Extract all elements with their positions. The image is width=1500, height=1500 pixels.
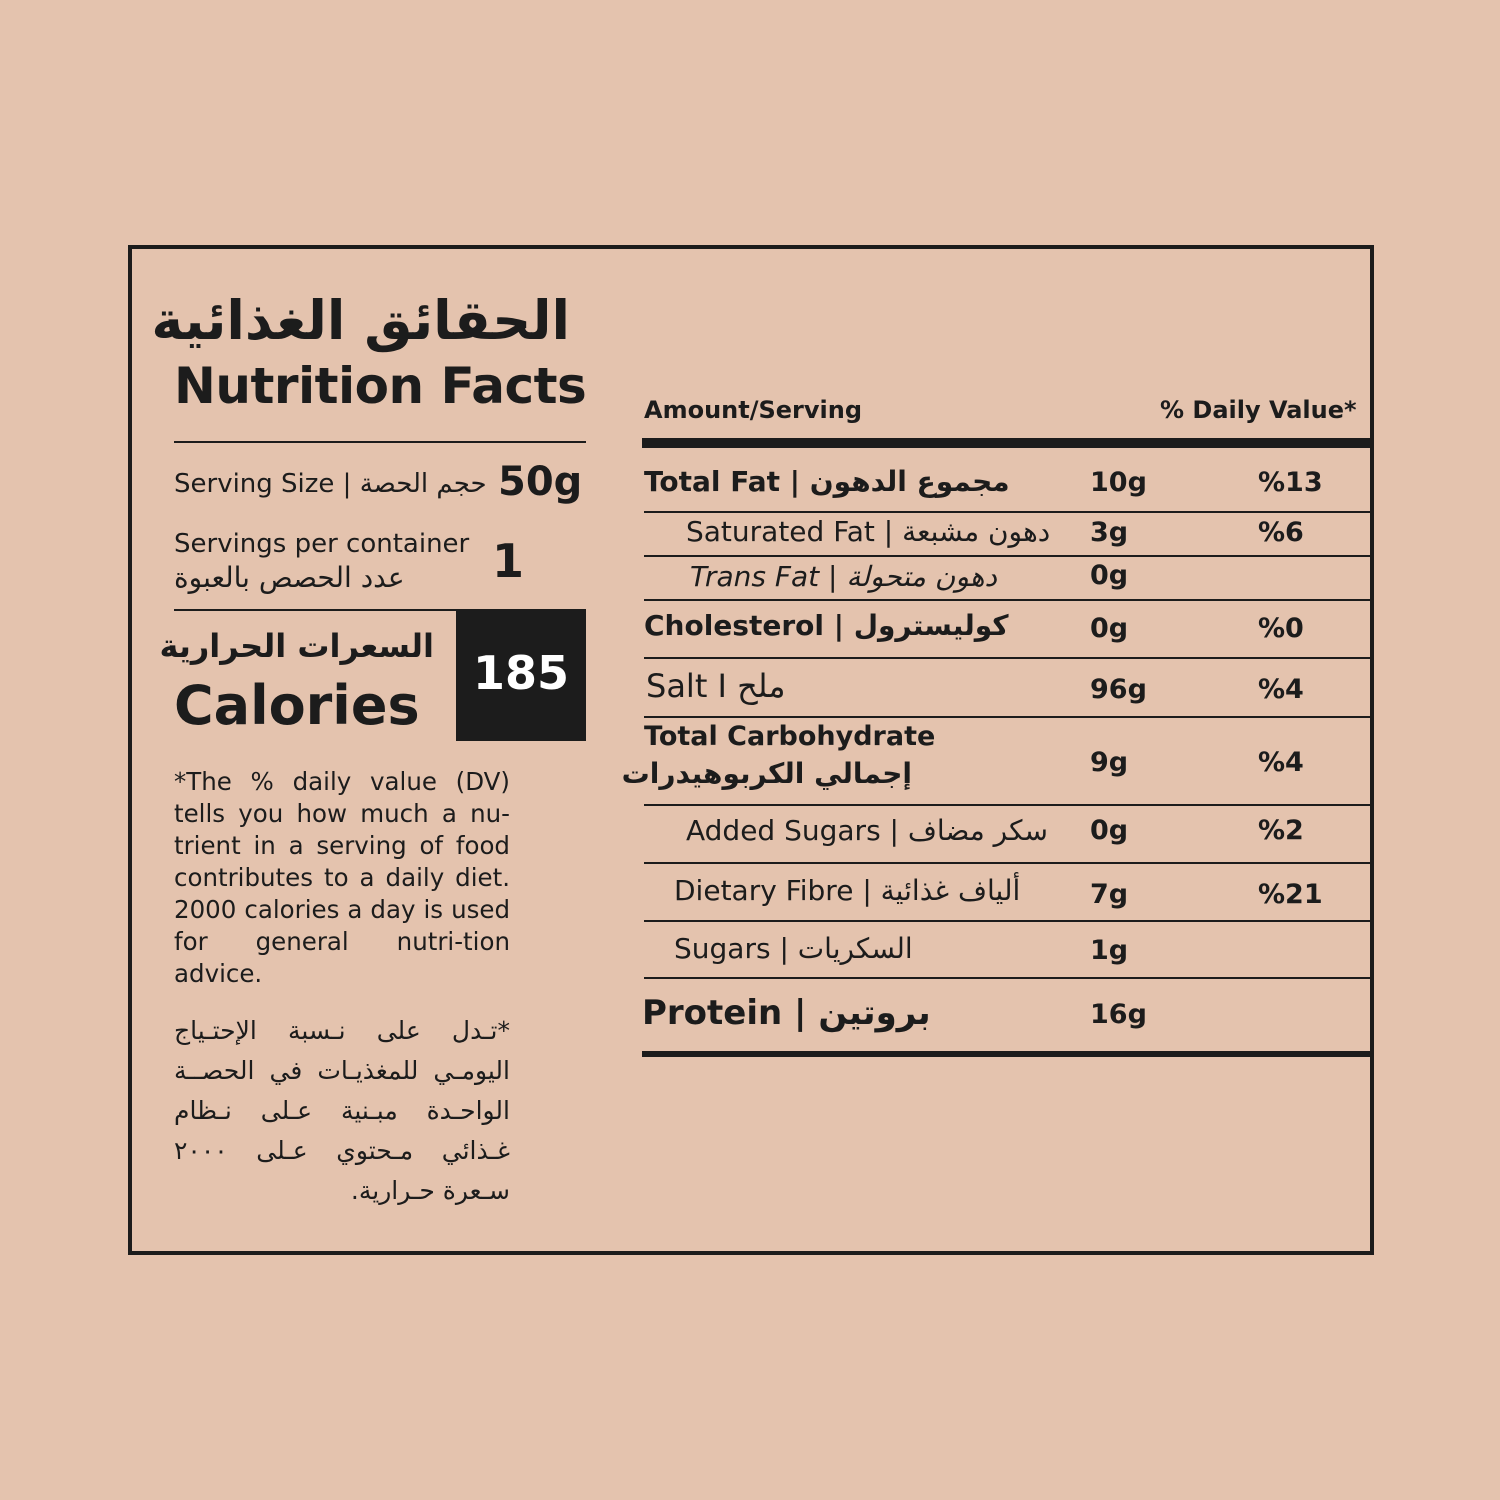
daily-value-header: % Daily Value* [1160, 396, 1357, 424]
table-bottom-rule [642, 1051, 1370, 1057]
nutrient-amount: 3g [1090, 517, 1129, 548]
nutrient-daily-value: %13 [1258, 467, 1323, 498]
row-divider [644, 511, 1370, 513]
nutrient-label-cholesterol: Cholesterol | كوليسترول [644, 609, 1009, 642]
row-divider [644, 920, 1370, 922]
row-divider [644, 599, 1370, 601]
nutrient-label-salt: Salt I ملح [646, 667, 786, 705]
nutrient-daily-value: %21 [1258, 879, 1323, 910]
nutrient-label-added-sugars: Added Sugars | سكر مضاف [686, 814, 1049, 847]
nutrient-amount: 10g [1090, 467, 1147, 498]
title-divider [174, 441, 586, 443]
servings-per-container-value: 1 [492, 534, 525, 588]
row-divider [644, 716, 1370, 718]
footnote-english: *The % daily value (DV) tells you how much a nu-trient in a serving of food contributes to a daily diet. 2000 calories a day is used for general nutri-tion advice. [174, 767, 510, 988]
serving-size-value: 50g [498, 459, 583, 505]
calories-value: 185 [472, 646, 570, 700]
nutrient-amount: 9g [1090, 747, 1129, 778]
nutrient-label-total-fat: Total Fat | مجموع الدهون [644, 465, 1010, 498]
row-divider [644, 555, 1370, 557]
row-divider [644, 977, 1370, 979]
nutrition-label-panel [128, 245, 1374, 1255]
nutrient-daily-value: %4 [1258, 674, 1304, 705]
row-divider [644, 657, 1370, 659]
nutrient-label-total-carbohydrate-arabic: إجمالي الكربوهيدرات [621, 757, 912, 790]
calories-label-arabic: السعرات الحرارية [159, 627, 434, 665]
nutrient-label-sugars: Sugars | السكريات [674, 932, 913, 965]
nutrient-amount: 0g [1090, 613, 1129, 644]
row-divider [644, 862, 1370, 864]
nutrient-daily-value: %6 [1258, 517, 1304, 548]
nutrient-amount: 0g [1090, 815, 1129, 846]
calories-label: Calories [174, 674, 420, 737]
table-header-rule [642, 438, 1370, 448]
servings-per-container-label-arabic: عدد الحصص بالعبوة [174, 561, 405, 594]
nutrient-daily-value: %0 [1258, 613, 1304, 644]
nutrient-daily-value: %2 [1258, 815, 1304, 846]
nutrient-amount: 0g [1090, 560, 1129, 591]
nutrient-label-dietary-fibre: Dietary Fibre | ألياف غذائية [674, 874, 1021, 907]
nutrient-amount: 1g [1090, 935, 1129, 966]
row-divider [644, 804, 1370, 806]
nutrient-label-trans-fat: Trans Fat | دهون متحولة [690, 560, 998, 593]
nutrient-label-protein: Protein | بروتين [642, 993, 931, 1033]
nutrient-amount: 7g [1090, 879, 1129, 910]
amount-per-serving-header: Amount/Serving [644, 396, 863, 424]
nutrient-amount: 96g [1090, 674, 1147, 705]
nutrient-label-total-carbohydrate: Total Carbohydrate [644, 721, 936, 752]
title-arabic: الحقائق الغذائية [151, 289, 570, 352]
calories-box [456, 611, 586, 741]
serving-size-label: Serving Size | حجم الحصة [174, 469, 487, 499]
title-english: Nutrition Facts [174, 357, 587, 415]
nutrient-label-saturated-fat: Saturated Fat | دهون مشبعة [686, 515, 1051, 548]
servings-per-container-label: Servings per container [174, 529, 470, 559]
nutrient-amount: 16g [1090, 999, 1147, 1030]
nutrient-daily-value: %4 [1258, 747, 1304, 778]
footnote-arabic: *تـدل على نـسبة الإحتـياج اليومـي للمغذيـات في الحصــة الواحـدة مبـنية عـلى نـظام غـذائي مـحتوي عـلى ٢٠٠٠ سـعرة حـرارية. [174, 1016, 510, 1205]
